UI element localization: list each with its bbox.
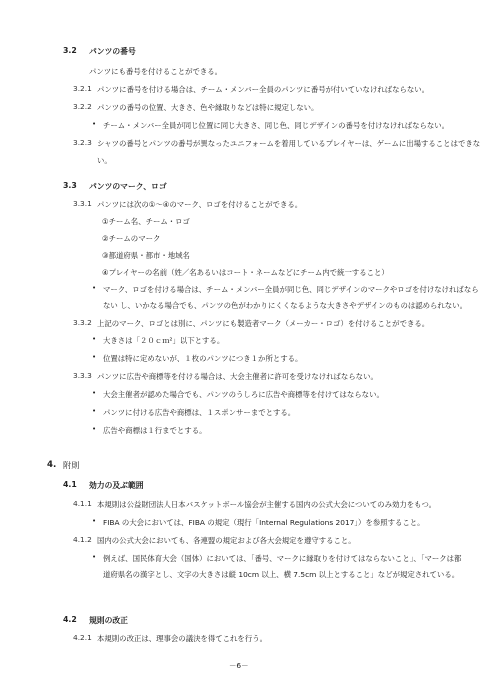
item-4-1-1-number: 4.1.1 bbox=[73, 499, 92, 508]
page-number: －6－ bbox=[229, 661, 249, 670]
bullet-3-3-3-b: パンツに付ける広告や商標は、１スポンサーまでとする。 bbox=[103, 408, 296, 417]
bullet-dot: • bbox=[92, 425, 97, 433]
item-3-2-2-text: パンツの番号の位置、大きさ、色や縁取りなどは特に規定しない。 bbox=[97, 103, 319, 112]
item-3-2-2-number: 3.2.2 bbox=[73, 102, 92, 111]
item-4-1-1-text: 本規則は公益財団法人日本バスケットボール協会が主催する国内の公式大会についてのみ効力をもつ。 bbox=[97, 500, 437, 509]
bullet-dot: • bbox=[92, 284, 97, 292]
section-4-2-number: 4.2 bbox=[63, 615, 77, 624]
section-3-3-title: パンツのマーク、ロゴ bbox=[89, 182, 167, 191]
bullet-dot: • bbox=[92, 353, 97, 361]
item-3-3-3-number: 3.3.3 bbox=[73, 371, 92, 380]
bullet-dot: • bbox=[92, 407, 97, 415]
list-item-3: ③都道府県・都市・地域名 bbox=[102, 251, 190, 260]
bullet-3-3-1-text: マーク、ロゴを付ける場合は、チーム・メンバー全員が同じ色、同じデザインのマークやロゴを付けなければなら bbox=[103, 285, 479, 294]
bullet-3-2-2-text: チーム・メンバー全員が同じ位置に同じ大きさ、同じ色、同じデザインの番号を付けなければならない。 bbox=[103, 121, 450, 130]
bullet-dot: • bbox=[92, 553, 97, 561]
section-4-2-title: 規則の改正 bbox=[89, 616, 128, 625]
item-3-2-3-text: シャツの番号とパンツの番号が異なったユニフォームを着用しているプレイヤーは、ゲームに出場することはできな bbox=[97, 139, 481, 148]
bullet-dot: • bbox=[92, 120, 97, 128]
section-4-1-number: 4.1 bbox=[63, 480, 77, 489]
item-3-3-3-text: パンツに広告や商標等を付ける場合は、大会主催者に許可を受けなければならない。 bbox=[97, 372, 378, 381]
section-4-title: 附則 bbox=[63, 460, 80, 470]
item-4-1-2-number: 4.1.2 bbox=[73, 535, 92, 544]
list-item-1: ①チーム名、チーム・ロゴ bbox=[102, 217, 190, 226]
bullet-3-3-2-b: 位置は特に定めないが、１枚のパンツにつき１か所とする。 bbox=[103, 354, 303, 363]
item-3-2-1-number: 3.2.1 bbox=[73, 84, 92, 93]
list-item-2: ②チームのマーク bbox=[102, 234, 161, 243]
item-3-3-1-number: 3.3.1 bbox=[73, 199, 92, 208]
bullet-dot: • bbox=[92, 517, 97, 525]
section-3-2-intro: パンツにも番号を付けることができる。 bbox=[89, 67, 223, 76]
bullet-4-1-2-text: 例えば、国民体育大会（国体）においては、「番号、マークに縁取りを付けてはならないこと」、「マークは都 bbox=[103, 554, 462, 563]
item-3-2-1-text: パンツに番号を付ける場合は、チーム・メンバー全員のパンツに番号が付いていなければならない。 bbox=[97, 85, 430, 94]
item-3-2-3-text-cont: い。 bbox=[97, 156, 112, 165]
item-3-3-2-text: 上記のマーク、ロゴとは別に、パンツにも製造者マーク（メーカー・ロゴ）を付けることができる。 bbox=[97, 319, 430, 328]
item-4-2-1-number: 4.2.1 bbox=[73, 633, 92, 642]
bullet-3-3-3-a: 大会主催者が認めた場合でも、パンツのうしろに広告や商標等を付けてはならない。 bbox=[103, 390, 384, 399]
bullet-3-3-2-a: 大きさは「２０ｃｍ²」以下とする。 bbox=[103, 336, 225, 345]
bullet-dot: • bbox=[92, 389, 97, 397]
bullet-4-1-1-text: FIBA の大会においては、FIBA の規定（現行「Internal Regulations 2017」）を参照すること。 bbox=[103, 518, 425, 527]
section-3-3-number: 3.3 bbox=[63, 181, 77, 190]
bullet-3-3-3-c: 広告や商標は１行までとする。 bbox=[103, 426, 207, 435]
item-3-2-3-number: 3.2.3 bbox=[73, 138, 92, 147]
bullet-4-1-2-text-cont: 道府県名の漢字とし、文字の大きさは縦 10cm 以上、横 7.5cm 以上とすること」などが規定されている。 bbox=[103, 570, 460, 579]
list-item-4: ④プレイヤーの名前（姓／名あるいはコート・ネームなどにチーム内で統一すること） bbox=[102, 268, 389, 277]
section-4-1-title: 効力の及ぶ範囲 bbox=[89, 481, 144, 490]
section-3-2-number: 3.2 bbox=[63, 46, 77, 55]
bullet-dot: • bbox=[92, 335, 97, 343]
section-3-2-title: パンツの番号 bbox=[89, 47, 136, 56]
item-3-3-2-number: 3.3.2 bbox=[73, 318, 92, 327]
item-4-1-2-text: 国内の公式大会においても、各連盟の規定および各大会規定を遵守すること。 bbox=[97, 536, 356, 545]
item-3-3-1-text: パンツには次の①～④のマーク、ロゴを付けることができる。 bbox=[97, 200, 303, 209]
bullet-3-3-1-text-cont: ない し、いかなる場合でも、パンツの色がわかりにくくなるような大きさやデザインのものは認められない。 bbox=[103, 301, 467, 310]
section-4-number: 4. bbox=[47, 460, 57, 470]
item-4-2-1-text: 本規則の改正は、理事会の議決を得てこれを行う。 bbox=[97, 634, 267, 643]
